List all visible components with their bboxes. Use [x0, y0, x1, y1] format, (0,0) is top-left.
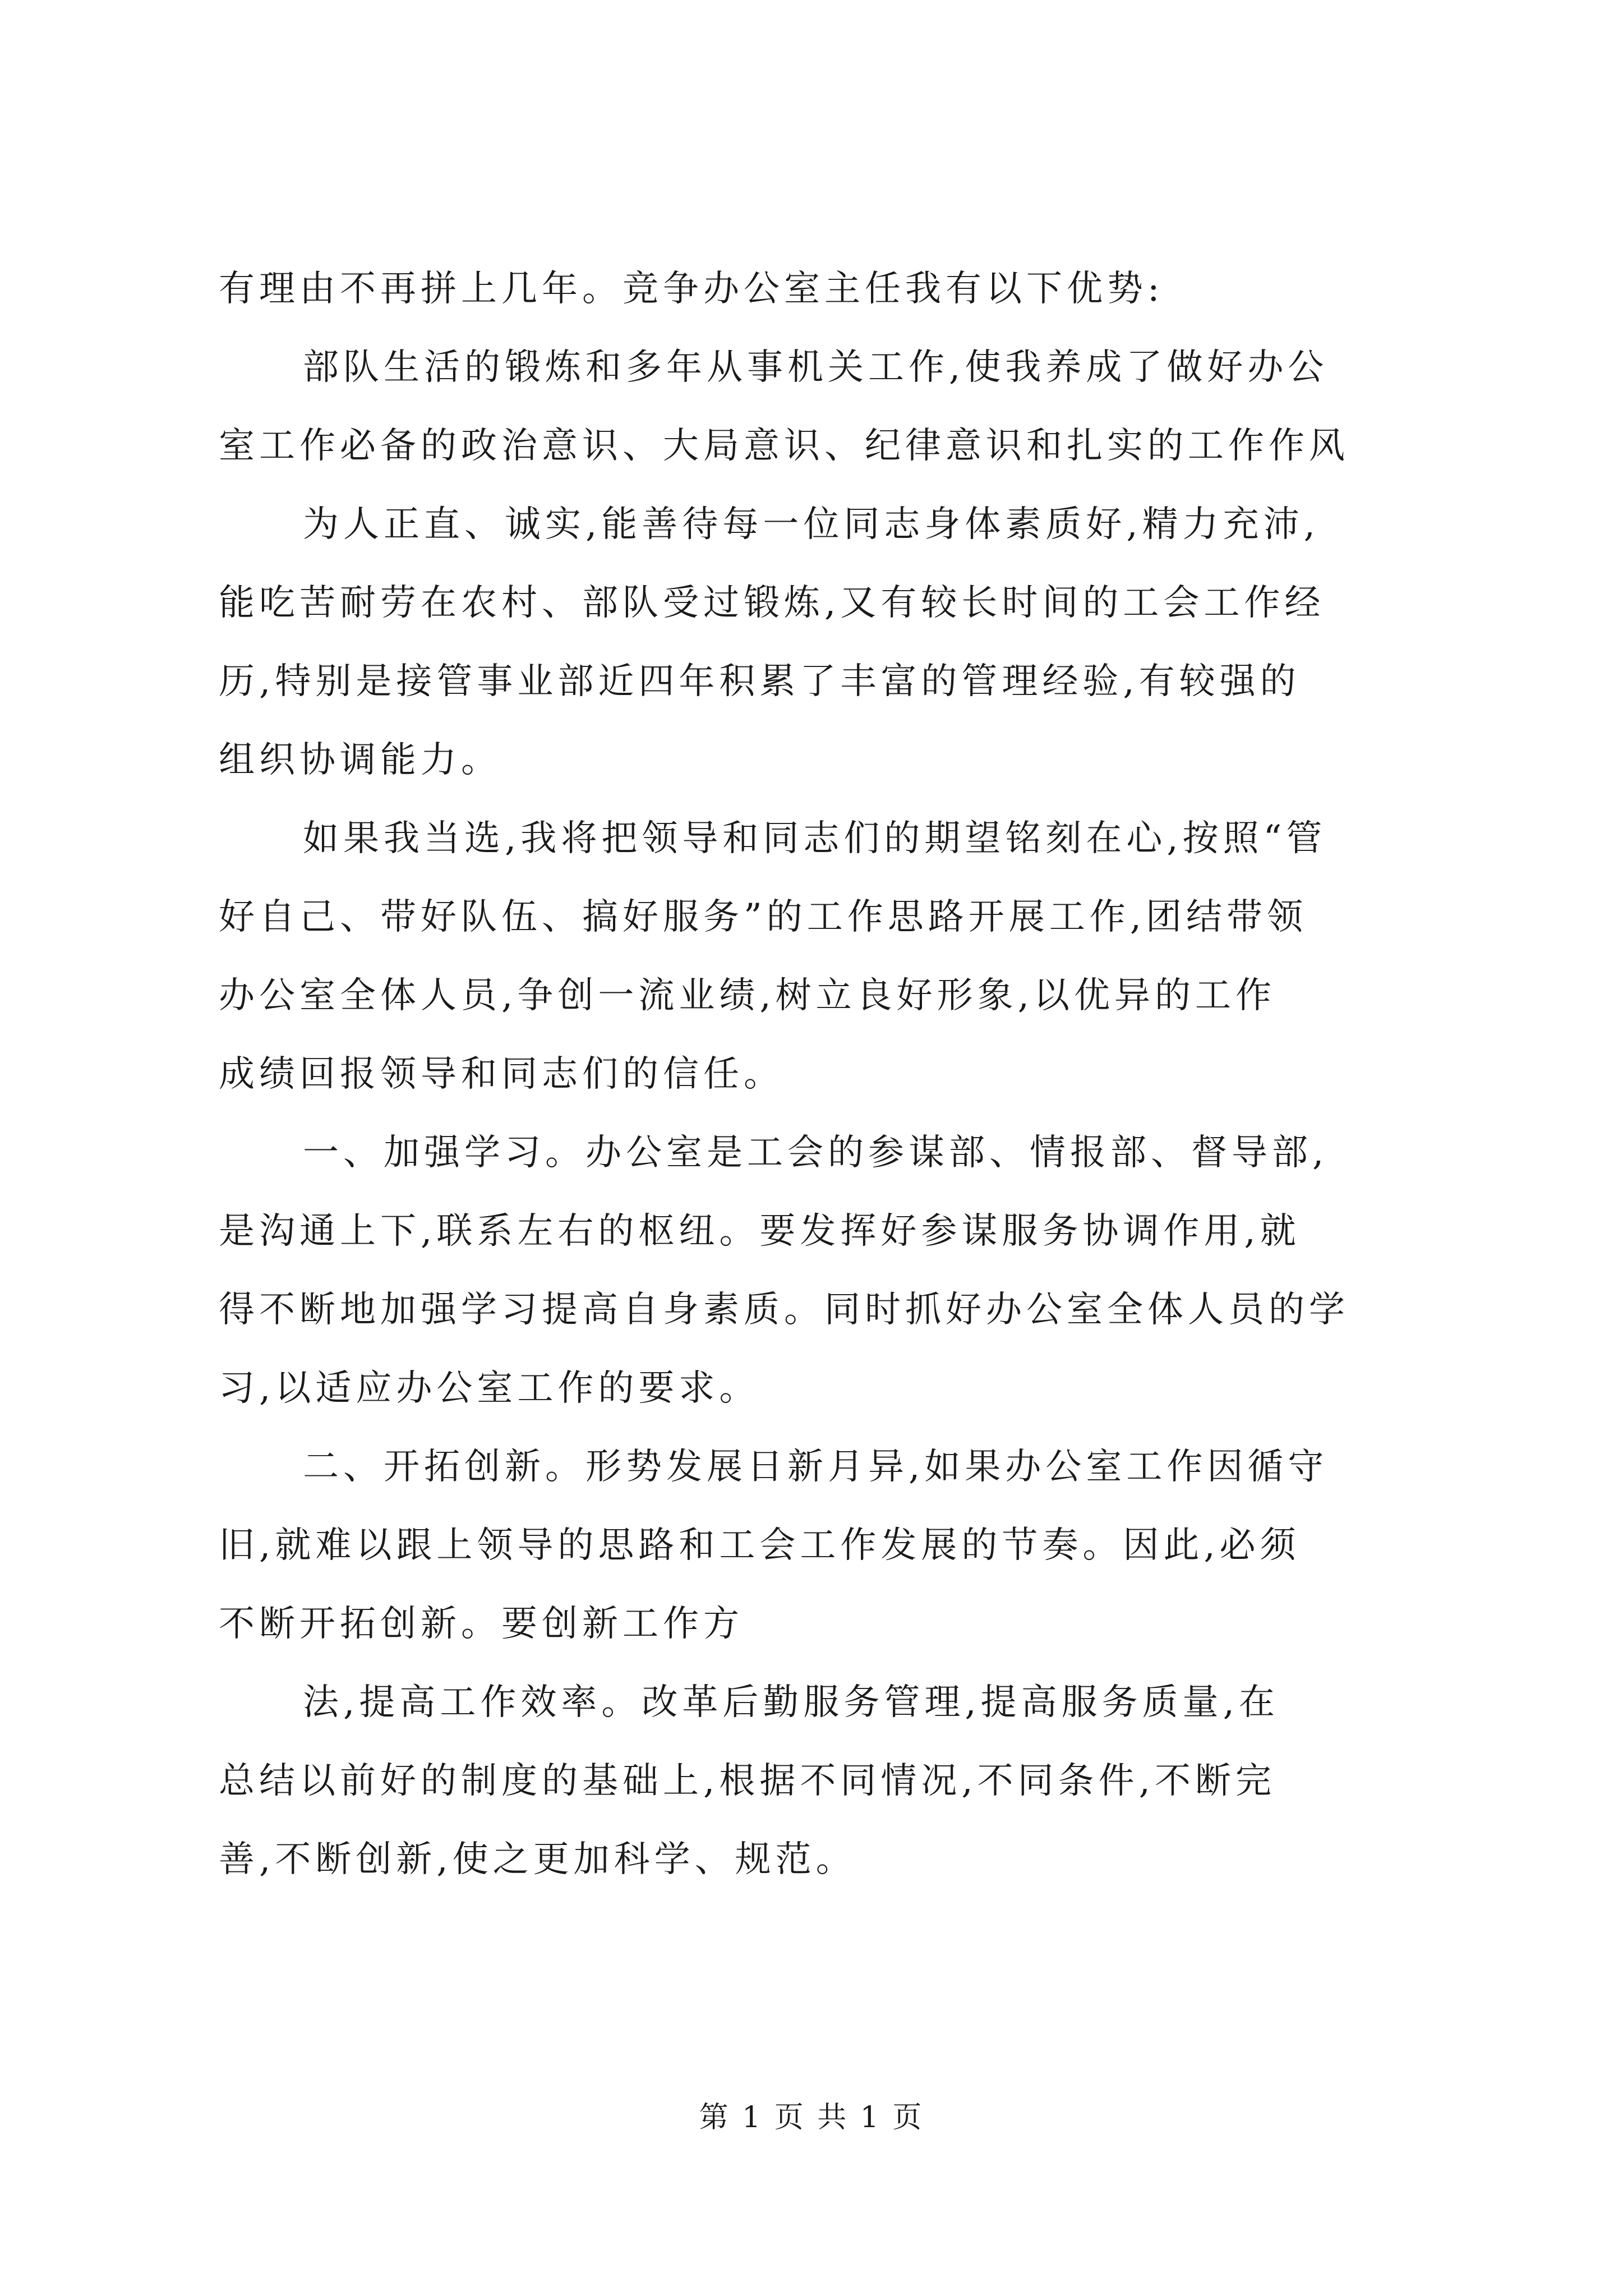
text-line: 二、开拓创新。形势发展日新月异,如果办公室工作因循守 — [303, 1446, 1329, 1488]
page-number-footer: 第 1 页 共 1 页 — [699, 2101, 924, 2134]
document-body — [219, 250, 1430, 1899]
text-line: 部队生活的锻炼和多年从事机关工作,使我养成了做好办公 — [303, 347, 1329, 388]
text-line: 习,以适应办公室工作的要求。 — [219, 1368, 760, 1409]
text-line: 得不断地加强学习提高自身素质。同时抓好办公室全体人员的学 — [219, 1289, 1349, 1331]
text-line: 成绩回报领导和同志们的信任。 — [219, 1053, 784, 1095]
text-line: 法,提高工作效率。改革后勤服务管理,提高服务质量,在 — [303, 1682, 1280, 1723]
text-line: 室工作必备的政治意识、大局意识、纪律意识和扎实的工作作风 — [219, 425, 1349, 467]
text-line: 不断开拓创新。要创新工作方 — [219, 1603, 744, 1645]
text-line: 旧,就难以跟上领导的思路和工会工作发展的节奏。因此,必须 — [219, 1525, 1301, 1566]
text-line: 如果我当选,我将把领导和同志们的期望铭刻在心,按照“管 — [303, 818, 1327, 859]
text-line: 能吃苦耐劳在农村、部队受过锻炼,又有较长时间的工会工作经 — [219, 582, 1325, 624]
text-line: 善,不断创新,使之更加科学、规范。 — [219, 1839, 856, 1880]
text-line: 组织协调能力。 — [219, 739, 501, 781]
text-line: 一、加强学习。办公室是工会的参谋部、情报部、督导部, — [303, 1132, 1329, 1174]
text-line: 有理由不再拼上几年。竞争办公室主任我有以下优势: — [219, 268, 1164, 310]
text-line: 是沟通上下,联系左右的枢纽。要发挥好参谋服务协调作用,就 — [219, 1211, 1301, 1252]
text-line: 好自己、带好队伍、搞好服务”的工作思路开展工作,团结带领 — [219, 896, 1308, 938]
text-line: 历,特别是接管事业部近四年积累了丰富的管理经验,有较强的 — [219, 661, 1301, 702]
text-line: 总结以前好的制度的基础上,根据不同情况,不同条件,不断完 — [219, 1760, 1276, 1802]
text-line: 为人正直、诚实,能善待每一位同志身体素质好,精力充沛, — [303, 504, 1320, 545]
text-line: 办公室全体人员,争创一流业绩,树立良好形象,以优异的工作 — [219, 975, 1276, 1016]
